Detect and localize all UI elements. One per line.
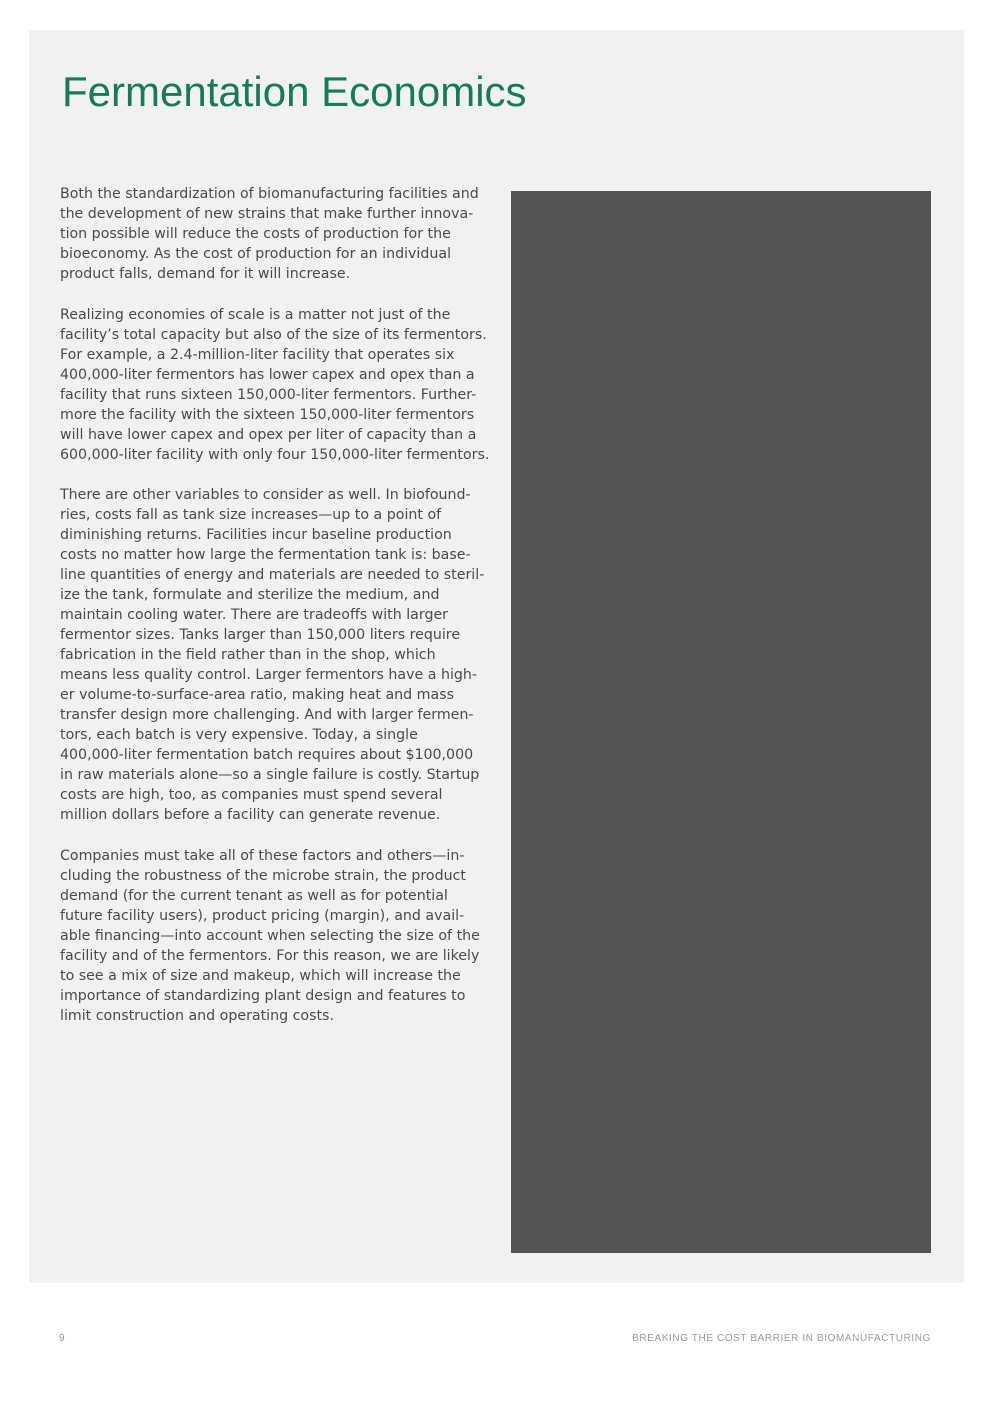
text-line: facility’s total capacity but also of the size of its fermentors.: [60, 326, 487, 343]
text-line: product falls, demand for it will increase.: [60, 266, 351, 282]
text-line: costs are high, too, as companies must spend several: [60, 787, 443, 804]
text-line: fermentor sizes. Tanks larger than 150,000 liters require: [60, 627, 461, 644]
text-line: tion possible will reduce the costs of production for the: [60, 226, 451, 242]
text-line: ize the tank, formulate and sterilize the medium, and: [60, 587, 440, 604]
text-line: able financing—into account when selecting the size of the: [60, 927, 480, 944]
text-line: the development of new strains that make further innova-: [60, 206, 474, 222]
page-number: 9: [59, 1333, 65, 1344]
text-line: maintain cooling water. There are tradeoffs with larger: [60, 607, 449, 624]
text-line: million dollars before a facility can generate revenue.: [60, 807, 441, 824]
text-line: in raw materials alone—so a single failure is costly. Startup: [60, 767, 480, 784]
text-line: demand (for the current tenant as well as for potential: [60, 887, 448, 904]
page-title: Fermentation Economics: [62, 68, 527, 115]
text-line: bioeconomy. As the cost of production for an individual: [60, 246, 452, 262]
text-line: limit construction and operating costs.: [60, 1007, 334, 1024]
image-placeholder: [511, 191, 931, 1253]
text-line: fabrication in the field rather than in the shop, which: [60, 647, 436, 664]
paragraph-3: [60, 485, 483, 825]
body-text: [60, 184, 490, 1046]
text-line: 600,000-liter facility with only four 150,000-liter fermentors.: [60, 446, 490, 463]
text-line: will have lower capex and opex per liter of capacity than a: [60, 426, 477, 443]
text-line: importance of standardizing plant design and features to: [60, 987, 466, 1004]
text-line: Realizing economies of scale is a matter not just of the: [60, 306, 451, 323]
paragraph-4: [60, 846, 483, 1026]
text-line: costs no matter how large the fermentation tank is: base-: [60, 547, 471, 564]
text-line: There are other variables to consider as well. In biofound-: [60, 487, 471, 504]
text-line: more the facility with the sixteen 150,000-liter fermentors: [60, 406, 475, 423]
text-line: er volume-to-surface-area ratio, making heat and mass: [60, 687, 454, 704]
text-line: diminishing returns. Facilities incur baseline production: [60, 527, 452, 544]
paragraph-2: [60, 305, 490, 465]
text-line: transfer design more challenging. And with larger fermen-: [60, 707, 474, 724]
running-title: BREAKING THE COST BARRIER IN BIOMANUFACTURING: [632, 1333, 931, 1344]
text-line: ries, costs fall as tank size increases—up to a point of: [60, 507, 442, 524]
text-line: 400,000-liter fermentation batch requires about $100,000: [60, 747, 474, 764]
text-line: line quantities of energy and materials are needed to steril-: [60, 567, 485, 584]
text-line: facility and of the fermentors. For this reason, we are likely: [60, 947, 480, 964]
paragraph-1: [60, 184, 483, 284]
text-line: means less quality control. Larger fermentors have a high-: [60, 667, 477, 684]
text-line: facility that runs sixteen 150,000-liter fermentors. Further-: [60, 386, 477, 403]
text-line: cluding the robustness of the microbe strain, the product: [60, 867, 466, 884]
text-line: tors, each batch is very expensive. Today, a single: [60, 727, 418, 744]
text-line: Both the standardization of biomanufacturing facilities and: [60, 186, 479, 202]
text-line: For example, a 2.4-million-liter facility that operates six: [60, 346, 455, 363]
text-line: 400,000-liter fermentors has lower capex and opex than a: [60, 366, 475, 383]
text-line: future facility users), product pricing (margin), and avail-: [60, 907, 465, 924]
text-line: Companies must take all of these factors and others—in-: [60, 847, 465, 864]
text-line: to see a mix of size and makeup, which will increase the: [60, 967, 461, 984]
